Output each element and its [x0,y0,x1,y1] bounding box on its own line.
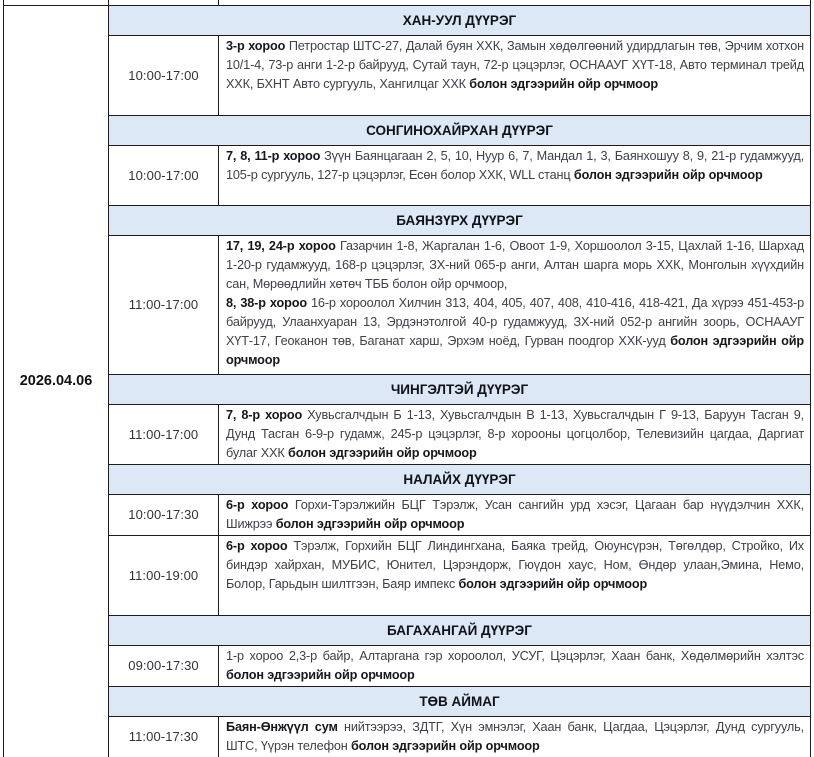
district-header: БАЯНЗҮРХ ДҮҮРЭГ [109,205,811,235]
schedule-body [4,0,811,757]
time-range: 11:00-17:00 [109,404,219,464]
district-header: ЧИНГЭЛТЭЙ ДҮҮРЭГ [109,374,811,404]
outage-schedule-table [3,0,811,757]
area-description [219,716,811,757]
time-range: 09:00-17:30 [109,645,219,686]
district-header-row [4,374,811,404]
area-description [219,35,811,115]
area-description-text: Баян-Өнжүүл сум нийтээрээ, ЗДТГ, Хүн эмнэлэг, Хаан банк, Цагдаа, Цэцэрлэг, Дунд сургууль, ШТС, Үүрэн телефон болон эдгээрийн ойр орчмоор [226,719,804,753]
district-header: НАЛАЙХ ДҮҮРЭГ [109,464,811,494]
area-description-text: 17, 19, 24-р хороо Газарчин 1-8, Жаргалан 1-6, Овоот 1-9, Хоршоолол 3-15, Цахлай 1-16, Шархад 1-20-р гудамжууд, 168-р цэцэрлэг, ЗХ-ний 065-р анги, Алтан шарга морь ХХК, Монголын хүүхдийн сан, Мөрөөдлийн хөтөч ТББ болон ойр орчмоор, 8, 38-р хороо 16-р хороолол Хилчин 313, 404, 405, 407, 408, 410-416, 418-421, Да хүрээ 451-453-р байрууд, Улаанхуаран 13, Эрдэнэтолгой 40-р гудамжууд, ЗХ-ний 052-р ангийн зоорь, ОСНААУГ ХҮТ-17, Геоканон төв, Баганат харш, Эрхэм ноёд, Гурван поодгор ХХК-ууд болон эдгээрийн ойр орчмоор [226,238,804,367]
area-description-text: 3-р хороо Петростар ШТС-27, Далай буян ХХК, Замын хөдөлгөөний удирдлагын төв, Эрчим хотхон 10/1-4, 73-р анги 1-2-р байрууд, Сутай таун, 72-р цэцэрлэг, ОСНААУГ ХҮТ-18, Авто терминал трейд ХХК, БХНТ Авто сургууль, Хангилцаг ХХК болон эдгээрийн ойр орчмоор [226,38,804,91]
area-description-text: 7, 8, 11-р хороо Зүүн Баянцагаан 2, 5, 10, Нуур 6, 7, Мандал 1, 3, Баянхошуу 8, 9, 21-р гудамжууд, 105-р сургууль, 127-р цэцэрлэг, Есөн болор ХХК, WLL станц болон эдгээрийн ойр орчмоор [226,148,804,182]
date-cell [4,5,109,757]
area-description-text: 1-р хороо 2,3-р байр, Алтаргана гэр хороолол, УСУГ, Цэцэрлэг, Хаан банк, Хөдөлмөрийн хэлтэс болон эдгээрийн ойр орчмоор [226,648,804,682]
date-label: 2026.04.06 [19,373,93,389]
district-header: СОНГИНОХАЙРХАН ДҮҮРЭГ [109,115,811,145]
area-description [219,145,811,205]
district-header-row [4,615,811,645]
area-description-text: 6-р хороо Тэрэлж, Горхийн БЦГ Линдингхана, Баяка трейд, Оюунсүрэн, Төгөлдөр, Стройко, Их биндэр хайрхан, МУБИС, Юнител, Цэрэндорж, Гюүдон хаус, Ном, Өндөр улаан,Эмина, Немо, Болор, Гарьдын шилтгээн, Баяр импекс болон эдгээрийн ойр орчмоор [226,538,804,591]
outage-row [4,35,811,115]
outage-row [4,535,811,615]
outage-row [4,494,811,535]
area-description [219,535,811,615]
area-description [219,235,811,374]
outage-row [4,235,811,374]
time-range: 10:00-17:30 [109,494,219,535]
outage-row [4,716,811,757]
district-header: ХАН-УУЛ ДҮҮРЭГ [109,5,811,35]
time-range: 10:00-17:00 [109,35,219,115]
district-header-row [4,464,811,494]
area-description [219,404,811,464]
district-header-row [4,5,811,35]
time-range: 11:00-17:00 [109,235,219,374]
time-range: 11:00-17:30 [109,716,219,757]
district-header-row [4,686,811,716]
time-range: 11:00-19:00 [109,535,219,615]
area-description [219,494,811,535]
outage-row [4,145,811,205]
district-header-row [4,205,811,235]
area-description-text: 7, 8-р хороо Хувьсгалчдын Б 1-13, Хувьсгалчдын В 1-13, Хувьсгалчдын Г 9-13, Баруун Тасган 9, Дунд Тасган 6-9-р гудамж, 245-р цэцэрлэг, 8-р хорооны цогцолбор, Телевизийн цагдаа, Даргиат булаг ХХК болон эдгээрийн ойр орчмоор [226,407,804,460]
time-range: 10:00-17:00 [109,145,219,205]
district-header: БАГАХАНГАЙ ДҮҮРЭГ [109,615,811,645]
district-header: ТӨВ АЙМАГ [109,686,811,716]
outage-row [4,645,811,686]
district-header-row [4,115,811,145]
area-description [219,645,811,686]
area-description-text: 6-р хороо Горхи-Тэрэлжийн БЦГ Тэрэлж, Усан сангийн урд хэсэг, Цагаан бар нүүдэлчин ХХК, Шижрээ болон эдгээрийн ойр орчмоор [226,497,804,531]
outage-row [4,404,811,464]
